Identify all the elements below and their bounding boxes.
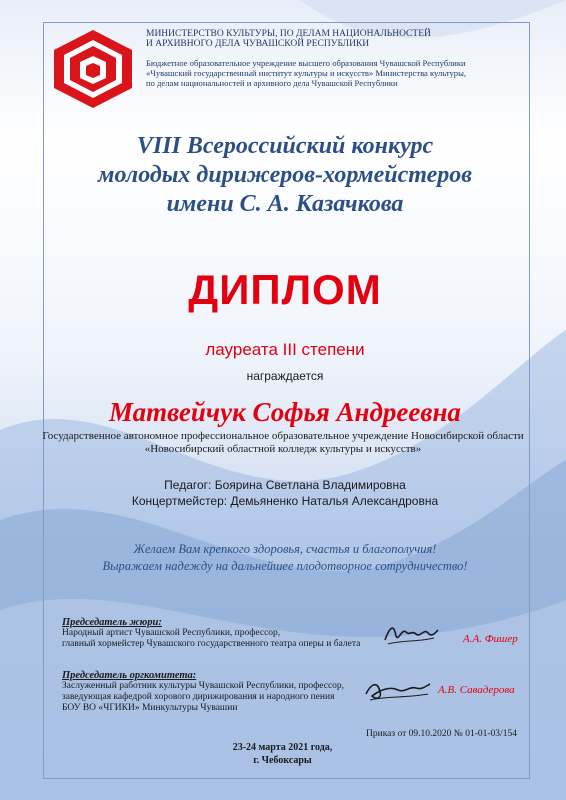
recipient-school — [30, 430, 536, 456]
organizer-role-label: Председатель оргкомитета: — [62, 670, 197, 681]
organizer-signature-icon — [362, 676, 432, 704]
jury-chair-block — [62, 617, 392, 650]
event-date-place — [190, 741, 375, 767]
jury-role-label: Председатель жюри: — [62, 617, 162, 628]
organizer-desc-line-2: заведующая кафедрой хорового дирижирования и народного пения — [62, 692, 335, 702]
organizer-signer-name: А.В. Савадерова — [438, 684, 515, 696]
institution-line-1: Бюджетное образовательное учреждение высшего образования Чувашской Республики — [146, 58, 466, 68]
institution-heading — [146, 58, 516, 88]
jury-signer-name: А.А. Фишер — [463, 633, 518, 645]
contest-title-line-3: имени С. А. Казачкова — [166, 191, 404, 217]
event-date: 23-24 марта 2021 года, — [232, 742, 333, 753]
wishes-block — [40, 541, 530, 575]
wishes-line-1: Желаем Вам крепкого здоровья, счастья и благополучия! — [133, 542, 437, 556]
contest-title — [40, 132, 530, 219]
ministry-line-2: И АРХИВНОГО ДЕЛА ЧУВАШСКОЙ РЕСПУБЛИКИ — [146, 39, 370, 49]
institute-logo-icon — [52, 28, 134, 110]
event-city: г. Чебоксары — [253, 755, 312, 766]
school-line-1: Государственное автономное профессиональное образовательное учреждение Новосибирской области — [42, 430, 524, 442]
ministry-line-1: МИНИСТЕРСТВО КУЛЬТУРЫ, ПО ДЕЛАМ НАЦИОНАЛЬНОСТЕЙ — [146, 29, 431, 39]
organizer-chair-block — [62, 670, 392, 714]
diploma-heading: ДИПЛОМ — [188, 266, 382, 313]
jury-desc-line-1: Народный артист Чувашской Республики, профессор, — [62, 628, 281, 638]
laureate-degree: лауреата III степени — [205, 340, 365, 359]
organizer-desc-line-1: Заслуженный работник культуры Чувашской Республики, профессор, — [62, 681, 345, 691]
teacher-line: Педагог: Боярина Светлана Владимировна — [164, 478, 406, 492]
school-line-2: «Новосибирский областной колледж культуры и искусств» — [144, 443, 422, 455]
organizer-desc-line-3: БОУ ВО «ЧГИКИ» Минкультуры Чувашии — [62, 703, 238, 713]
teachers-block — [40, 477, 530, 509]
awarded-label: награждается — [246, 369, 324, 383]
recipient-name: Матвейчук Софья Андреевна — [109, 397, 461, 427]
accompanist-line: Концертмейстер: Демьяненко Наталья Александровна — [131, 494, 439, 508]
jury-signature-icon — [382, 618, 440, 648]
order-reference: Приказ от 09.10.2020 № 01-01-03/154 — [366, 729, 517, 739]
contest-title-line-1: VIII Всероссийский конкурс — [136, 133, 434, 159]
wishes-line-2: Выражаем надежду на дальнейшее плодотворное сотрудничество! — [102, 559, 468, 573]
contest-title-line-2: молодых дирижеров-хормейстеров — [98, 162, 472, 188]
jury-desc-line-2: главный хормейстер Чувашского государственного театра оперы и балета — [62, 639, 361, 649]
institution-line-3: по делам национальностей и архивного дела Чувашской Республики — [146, 78, 398, 88]
ministry-heading — [146, 29, 516, 49]
institution-line-2: «Чувашский государственный институт культуры и искусств» Министерства культуры, — [146, 68, 466, 78]
